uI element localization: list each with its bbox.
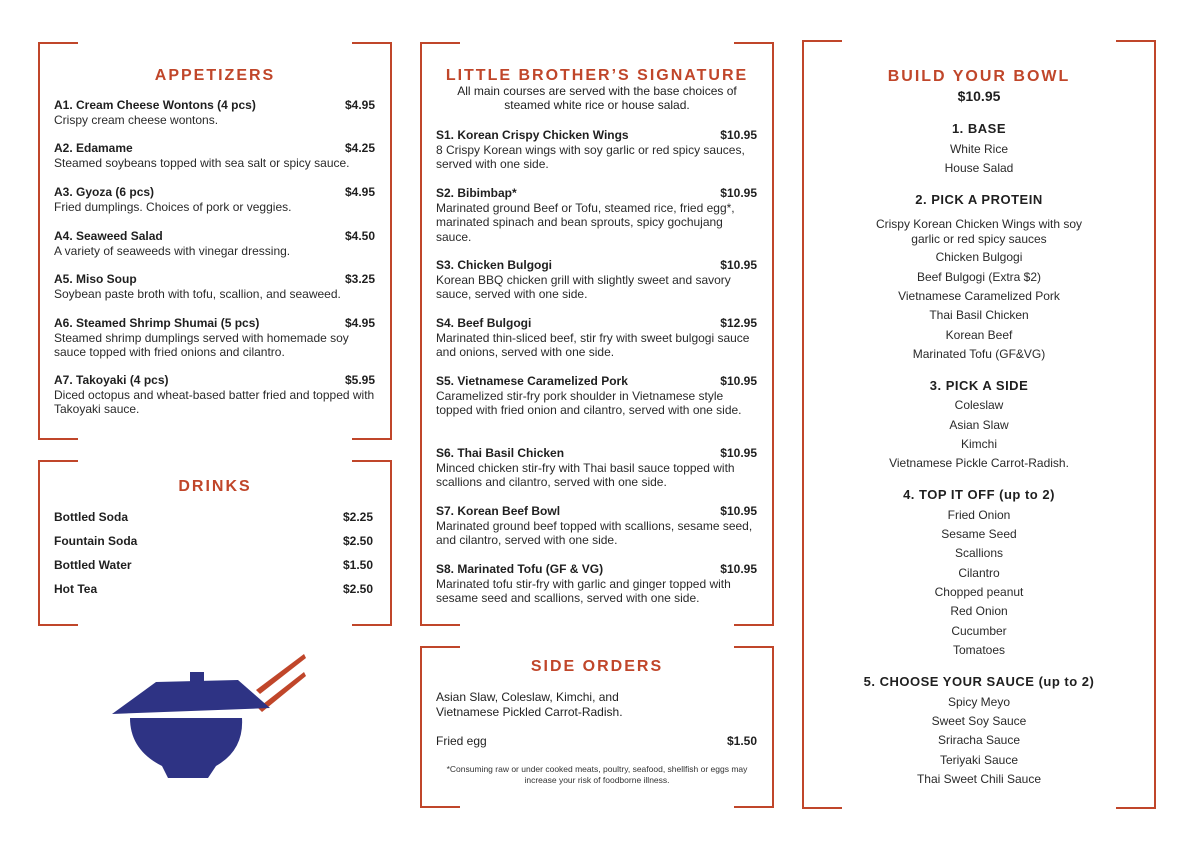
item-desc: Steamed shrimp dumplings served with homemade soy sauce topped with fried onions and cilantro. xyxy=(54,330,349,359)
side-orders-panel xyxy=(420,646,774,808)
option: Korean Beef xyxy=(945,328,1013,342)
menu-item xyxy=(54,229,375,258)
drink-row xyxy=(54,534,373,548)
drink-price: $1.50 xyxy=(342,558,373,572)
option: Thai Sweet Chili Sauce xyxy=(916,772,1042,786)
item-name: S4. Beef Bulgogi xyxy=(436,316,532,330)
item-name: S1. Korean Crispy Chicken Wings xyxy=(436,128,629,142)
item-desc: Marinated tofu stir-fry with garlic and ginger topped with sesame seed and scallions, served with one side. xyxy=(436,576,731,605)
menu-item xyxy=(54,141,375,170)
item-price: $12.95 xyxy=(720,316,757,330)
menu-item xyxy=(436,316,757,360)
item-price: $4.95 xyxy=(344,98,375,112)
side-orders-title: SIDE ORDERS xyxy=(530,658,664,675)
item-price: $4.50 xyxy=(344,229,375,243)
option: Beef Bulgogi (Extra $2) xyxy=(916,270,1042,284)
option: Tomatoes xyxy=(952,643,1006,657)
menu-item xyxy=(54,98,375,127)
item-price: $10.95 xyxy=(720,446,757,460)
option: Vietnamese Pickle Carrot-Radish. xyxy=(889,456,1069,470)
item-name: A4. Seaweed Salad xyxy=(54,229,163,243)
drinks-panel xyxy=(38,460,392,626)
menu-item xyxy=(436,446,757,490)
bowl-price: $10.95 xyxy=(957,88,1001,104)
option: Sriracha Sauce xyxy=(937,733,1021,747)
option: Cucumber xyxy=(951,624,1007,638)
appetizers-title: APPETIZERS xyxy=(154,67,276,84)
item-desc: Marinated ground Beef or Tofu, steamed rice, fried egg*, marinated spinach and bean sprouts, spicy gochujang sauce. xyxy=(436,200,735,244)
menu-item xyxy=(436,374,757,418)
option: Sesame Seed xyxy=(941,527,1017,541)
drink-row xyxy=(54,558,373,572)
menu-item xyxy=(54,185,375,214)
drink-price: $2.50 xyxy=(342,534,373,548)
item-price: $10.95 xyxy=(720,374,757,388)
item-desc: 8 Crispy Korean wings with soy garlic or red spicy sauces, served with one side. xyxy=(436,142,745,171)
option: Thai Basil Chicken xyxy=(929,308,1029,322)
item-price: $10.95 xyxy=(720,186,757,200)
item-desc: Steamed soybeans topped with sea salt or spicy sauce. xyxy=(54,155,350,170)
option: Crispy Korean Chicken Wings with soy garlic or red spicy sauces xyxy=(875,217,1083,246)
item-name: A7. Takoyaki (4 pcs) xyxy=(54,373,169,387)
item-desc: Diced octopus and wheat-based batter fried and topped with Takoyaki sauce. xyxy=(54,387,375,416)
signature-panel xyxy=(420,42,774,626)
item-name: A5. Miso Soup xyxy=(54,272,137,286)
option: Vietnamese Caramelized Pork xyxy=(898,289,1060,303)
item-price: $10.95 xyxy=(720,128,757,142)
item-name: S7. Korean Beef Bowl xyxy=(436,504,561,518)
item-name: S8. Marinated Tofu (GF & VG) xyxy=(436,562,604,576)
step-title: 1. BASE xyxy=(951,121,1007,136)
item-price: $4.95 xyxy=(344,185,375,199)
fried-egg-label: Fried egg xyxy=(436,734,487,748)
item-name: A2. Edamame xyxy=(54,141,133,155)
option: Chicken Bulgogi xyxy=(935,250,1023,264)
menu-item xyxy=(436,504,757,548)
item-name: A1. Cream Cheese Wontons (4 pcs) xyxy=(54,98,256,112)
item-desc: Minced chicken stir-fry with Thai basil sauce topped with scallions and cilantro, served with one side. xyxy=(436,460,735,489)
step-title: 2. PICK A PROTEIN xyxy=(915,192,1043,207)
option: Sweet Soy Sauce xyxy=(931,714,1027,728)
build-your-bowl-panel xyxy=(802,40,1156,809)
item-price: $10.95 xyxy=(720,562,757,576)
menu-item xyxy=(54,373,375,417)
item-price: $4.25 xyxy=(344,141,375,155)
drink-price: $2.25 xyxy=(342,510,373,524)
item-desc: Caramelized stir-fry pork shoulder in Vietnamese style topped with fried onion and cilantro, served with one side. xyxy=(436,388,742,417)
step-title: 3. PICK A SIDE xyxy=(929,378,1029,393)
menu-item xyxy=(436,186,757,244)
option: Teriyaki Sauce xyxy=(939,753,1019,767)
drink-row xyxy=(54,510,373,524)
item-price: $10.95 xyxy=(720,504,757,518)
drink-name: Bottled Water xyxy=(54,558,132,572)
drink-name: Fountain Soda xyxy=(54,534,138,548)
side-orders-list: Asian Slaw, Coleslaw, Kimchi, and Vietnamese Pickled Carrot-Radish. xyxy=(436,690,623,719)
item-price: $5.95 xyxy=(344,373,375,387)
drink-name: Bottled Soda xyxy=(54,510,128,524)
foodborne-illness-note: *Consuming raw or under cooked meats, poultry, seafood, shellfish or eggs may increase your risk of foodborne illness. xyxy=(446,764,748,785)
option: Red Onion xyxy=(950,604,1008,618)
step-title: 4. TOP IT OFF (up to 2) xyxy=(903,487,1055,502)
item-desc: Fried dumplings. Choices of pork or veggies. xyxy=(54,199,292,214)
step-title: 5. CHOOSE YOUR SAUCE (up to 2) xyxy=(863,674,1095,689)
item-desc: Marinated ground beef topped with scallions, sesame seed, and cilantro, served with one side. xyxy=(436,518,753,547)
drinks-title: DRINKS xyxy=(178,478,252,495)
bowl-with-chopsticks-icon xyxy=(108,652,308,782)
option: Asian Slaw xyxy=(949,418,1009,432)
item-price: $4.95 xyxy=(344,316,375,330)
option: Coleslaw xyxy=(954,398,1004,412)
option: Marinated Tofu (GF&VG) xyxy=(912,347,1046,361)
option: Cilantro xyxy=(958,566,1000,580)
bowl-title: BUILD YOUR BOWL xyxy=(887,68,1071,85)
menu-item xyxy=(54,272,375,301)
signature-title: LITTLE BROTHER’S SIGNATURE xyxy=(445,67,749,84)
item-desc: Soybean paste broth with tofu, scallion, and seaweed. xyxy=(54,286,341,301)
fried-egg-price: $1.50 xyxy=(726,734,757,748)
item-price: $3.25 xyxy=(344,272,375,286)
item-price: $10.95 xyxy=(720,258,757,272)
option: House Salad xyxy=(944,161,1014,175)
menu-item xyxy=(436,128,757,172)
item-name: S6. Thai Basil Chicken xyxy=(436,446,565,460)
menu-item xyxy=(54,316,375,360)
drink-price: $2.50 xyxy=(342,582,373,596)
item-desc: A variety of seaweeds with vinegar dressing. xyxy=(54,243,291,258)
item-name: S2. Bibimbap* xyxy=(436,186,517,200)
item-desc: Marinated thin-sliced beef, stir fry with sweet bulgogi sauce and onions, served with one side. xyxy=(436,330,750,359)
item-name: S3. Chicken Bulgogi xyxy=(436,258,553,272)
item-name: A3. Gyoza (6 pcs) xyxy=(54,185,155,199)
menu-item xyxy=(436,258,757,302)
item-desc: Korean BBQ chicken grill with slightly sweet and savory sauce, served with one side. xyxy=(436,272,731,301)
item-name: S5. Vietnamese Caramelized Pork xyxy=(436,374,628,388)
item-name: A6. Steamed Shrimp Shumai (5 pcs) xyxy=(54,316,260,330)
fried-egg-row xyxy=(436,734,757,748)
signature-subtitle: All main courses are served with the base choices of steamed white rice or house salad. xyxy=(457,84,737,112)
option: Chopped peanut xyxy=(934,585,1024,599)
drink-row xyxy=(54,582,373,596)
option: Spicy Meyo xyxy=(947,695,1011,709)
appetizers-panel xyxy=(38,42,392,440)
option: Scallions xyxy=(954,546,1004,560)
menu-item xyxy=(436,562,757,606)
drink-name: Hot Tea xyxy=(54,582,98,596)
item-desc: Crispy cream cheese wontons. xyxy=(54,112,219,127)
option: Fried Onion xyxy=(947,508,1011,522)
option: Kimchi xyxy=(960,437,997,451)
option: White Rice xyxy=(949,142,1008,156)
